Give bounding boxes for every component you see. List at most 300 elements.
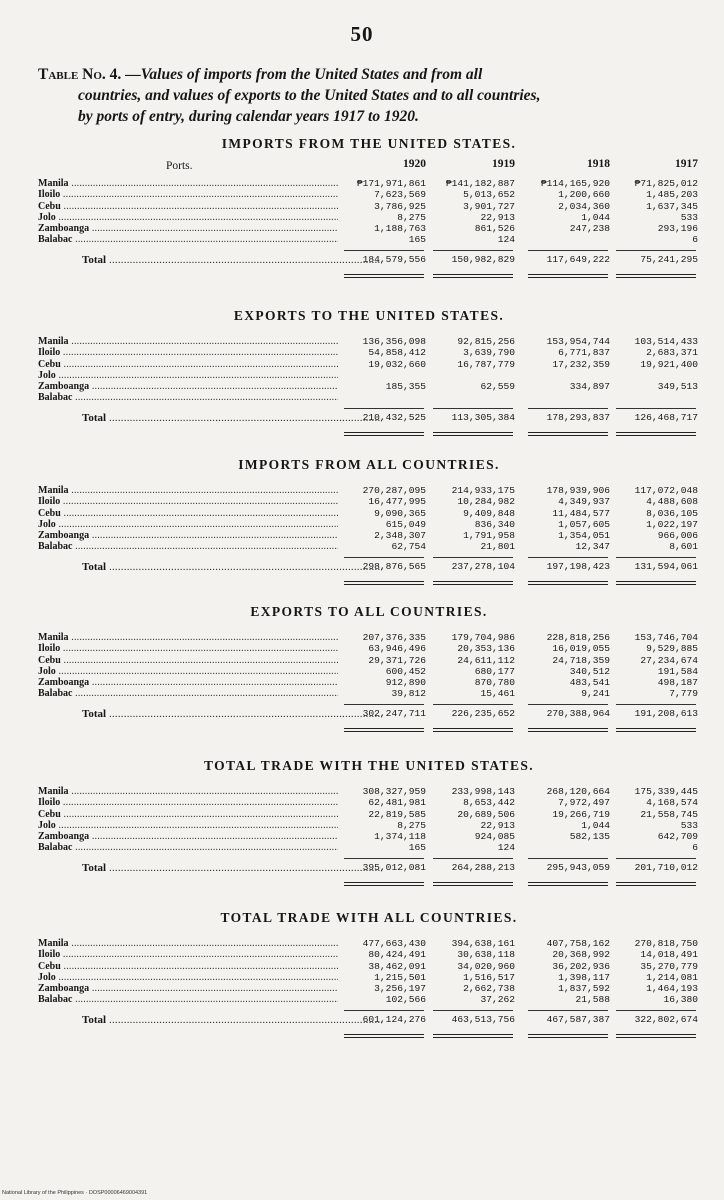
subtotal-rule bbox=[616, 858, 696, 859]
table-cell: 179,704,986 bbox=[451, 632, 515, 643]
table-cell: 615,049 bbox=[385, 518, 426, 530]
table-cell: 37,262 bbox=[480, 994, 515, 1006]
total-cell: 150,982,829 bbox=[451, 253, 515, 265]
total-row bbox=[38, 412, 700, 432]
table-cell: 20,689,506 bbox=[457, 808, 515, 820]
port-name: Jolo ..... bbox=[38, 820, 338, 831]
table-cell: 62,559 bbox=[480, 381, 515, 393]
table-cell: 62,481,981 bbox=[368, 797, 426, 809]
table-row bbox=[38, 392, 700, 403]
table-cell: ₱171,971,861 bbox=[356, 178, 426, 189]
table-row bbox=[38, 508, 700, 519]
table-cell: 1,837,592 bbox=[558, 983, 610, 995]
port-name: Cebu ..... bbox=[38, 961, 338, 972]
total-double-rule bbox=[344, 1034, 424, 1038]
section-title: EXPORTS TO THE UNITED STATES. bbox=[233, 308, 505, 323]
table-cell: 10,284,982 bbox=[457, 496, 515, 508]
port-name: Iloilo ..... bbox=[38, 949, 338, 960]
table-cell: 92,815,256 bbox=[457, 336, 515, 347]
subtotal-rule bbox=[528, 408, 608, 409]
total-label: Total ..... bbox=[38, 862, 382, 874]
table-cell: 15,461 bbox=[480, 688, 515, 700]
section-title: IMPORTS FROM THE UNITED STATES. bbox=[221, 136, 517, 151]
table-cell: 117,072,048 bbox=[634, 485, 698, 496]
table-cell: 54,858,412 bbox=[368, 347, 426, 359]
total-cell: 298,876,565 bbox=[362, 560, 426, 572]
table-row bbox=[38, 370, 700, 381]
table-row bbox=[38, 809, 700, 820]
footer-credit: National Library of the Philippines · DOSP00006469004391 bbox=[2, 1190, 148, 1196]
port-name: Jolo ..... bbox=[38, 370, 338, 381]
subtotal-rule bbox=[433, 858, 513, 859]
table-cell: 14,018,491 bbox=[640, 949, 698, 961]
table-cell: 642,709 bbox=[657, 831, 698, 843]
table-cell: ₱141,182,887 bbox=[445, 178, 515, 189]
subtotal-rule bbox=[344, 408, 424, 409]
port-name: Zamboanga ..... bbox=[38, 223, 338, 234]
table-cell: 34,020,960 bbox=[457, 960, 515, 972]
table-cell: 1,022,197 bbox=[646, 518, 698, 530]
total-cell: 302,247,711 bbox=[362, 707, 426, 719]
total-double-rule bbox=[344, 728, 424, 732]
table-cell: 153,954,744 bbox=[546, 336, 610, 347]
table-section bbox=[38, 910, 700, 1034]
port-name: Balabac ..... bbox=[38, 392, 338, 403]
table-cell: 29,371,726 bbox=[368, 654, 426, 666]
table-section bbox=[38, 604, 700, 728]
table-row bbox=[38, 212, 700, 223]
table-row bbox=[38, 677, 700, 688]
table-cell: 9,090,365 bbox=[374, 507, 426, 519]
total-double-rule bbox=[344, 581, 424, 585]
table-cell: 394,638,161 bbox=[451, 938, 515, 949]
total-cell: 264,288,213 bbox=[451, 861, 515, 873]
table-cell: 1,215,501 bbox=[374, 971, 426, 983]
table-row bbox=[38, 797, 700, 808]
page-number: 50 bbox=[350, 22, 374, 46]
table-cell: 8,275 bbox=[397, 211, 426, 223]
table-cell: 62,754 bbox=[391, 541, 426, 553]
total-double-rule bbox=[528, 581, 608, 585]
port-name: Cebu ..... bbox=[38, 655, 338, 666]
table-cell: 1,214,081 bbox=[646, 971, 698, 983]
table-cell: 861,526 bbox=[474, 223, 515, 235]
table-cell: 21,558,745 bbox=[640, 808, 698, 820]
total-double-rule bbox=[433, 432, 513, 436]
port-name: Balabac ..... bbox=[38, 842, 338, 853]
port-name: Manila ..... bbox=[38, 336, 338, 347]
table-cell: 1,485,203 bbox=[646, 189, 698, 201]
port-name: Manila ..... bbox=[38, 786, 338, 797]
total-double-rule bbox=[528, 432, 608, 436]
port-name: Iloilo ..... bbox=[38, 347, 338, 358]
total-cell: 201,710,012 bbox=[634, 861, 698, 873]
table-cell: 19,266,719 bbox=[552, 808, 610, 820]
table-cell: 24,718,359 bbox=[552, 654, 610, 666]
table-cell: 340,512 bbox=[569, 665, 610, 677]
total-cell: 467,587,387 bbox=[546, 1013, 610, 1025]
table-cell: 8,653,442 bbox=[463, 797, 515, 809]
total-row bbox=[38, 254, 700, 274]
table-row bbox=[38, 983, 700, 994]
port-name: Zamboanga ..... bbox=[38, 831, 338, 842]
table-cell: 2,683,371 bbox=[646, 347, 698, 359]
table-cell: 39,812 bbox=[391, 688, 426, 700]
table-cell: 124 bbox=[497, 234, 515, 246]
port-name: Cebu ..... bbox=[38, 359, 338, 370]
subtotal-rule bbox=[616, 557, 696, 558]
table-cell: 2,348,307 bbox=[374, 530, 426, 542]
table-cell: 1,188,763 bbox=[374, 223, 426, 235]
total-cell: 191,208,613 bbox=[634, 707, 698, 719]
table-caption bbox=[38, 64, 700, 127]
total-label: Total ..... bbox=[38, 412, 382, 424]
subtotal-rule bbox=[344, 1010, 424, 1011]
ports-column-header: Ports. bbox=[166, 160, 193, 172]
table-cell: 153,746,704 bbox=[634, 632, 698, 643]
table-cell: 924,085 bbox=[474, 831, 515, 843]
table-cell: 207,376,335 bbox=[362, 632, 426, 643]
port-name: Iloilo ..... bbox=[38, 643, 338, 654]
year-column-header: 1920 bbox=[403, 158, 426, 170]
table-section bbox=[38, 457, 700, 581]
table-cell: 9,409,848 bbox=[463, 507, 515, 519]
table-row bbox=[38, 938, 700, 949]
subtotal-rule bbox=[528, 858, 608, 859]
caption-line-1: —Values of imports from the United States and from all bbox=[125, 66, 483, 83]
total-cell: 197,198,423 bbox=[546, 560, 610, 572]
total-row bbox=[38, 862, 700, 882]
subtotal-rule bbox=[616, 408, 696, 409]
port-name: Balabac ..... bbox=[38, 994, 338, 1005]
table-cell: 912,890 bbox=[385, 677, 426, 689]
total-cell: 126,468,717 bbox=[634, 411, 698, 423]
table-row bbox=[38, 485, 700, 496]
total-cell: 178,293,837 bbox=[546, 411, 610, 423]
table-cell: 6,771,837 bbox=[558, 347, 610, 359]
table-cell: 22,913 bbox=[480, 819, 515, 831]
year-column-header: 1918 bbox=[587, 158, 610, 170]
table-cell: 27,234,674 bbox=[640, 654, 698, 666]
total-double-rule bbox=[528, 1034, 608, 1038]
table-cell: 103,514,433 bbox=[634, 336, 698, 347]
table-cell: 870,780 bbox=[474, 677, 515, 689]
total-label: Total ..... bbox=[38, 1014, 382, 1026]
table-cell: 8,036,105 bbox=[646, 507, 698, 519]
table-cell: 22,913 bbox=[480, 211, 515, 223]
port-name: Iloilo ..... bbox=[38, 797, 338, 808]
port-name: Zamboanga ..... bbox=[38, 677, 338, 688]
section-title: TOTAL TRADE WITH THE UNITED STATES. bbox=[203, 758, 535, 773]
table-cell: 19,921,400 bbox=[640, 358, 698, 370]
table-cell: 16,477,995 bbox=[368, 496, 426, 508]
port-name: Jolo ..... bbox=[38, 972, 338, 983]
subtotal-rule bbox=[344, 250, 424, 251]
table-cell: 165 bbox=[408, 842, 426, 854]
subtotal-rule bbox=[433, 408, 513, 409]
port-name: Jolo ..... bbox=[38, 519, 338, 530]
table-cell: 270,287,095 bbox=[362, 485, 426, 496]
table-cell: 268,120,664 bbox=[546, 786, 610, 797]
table-cell: 8,601 bbox=[669, 541, 698, 553]
port-name: Iloilo ..... bbox=[38, 496, 338, 507]
table-cell: 228,818,256 bbox=[546, 632, 610, 643]
port-name: Manila ..... bbox=[38, 938, 338, 949]
port-name: Manila ..... bbox=[38, 485, 338, 496]
port-name: Zamboanga ..... bbox=[38, 381, 338, 392]
total-double-rule bbox=[433, 274, 513, 278]
total-cell: 184,579,556 bbox=[362, 253, 426, 265]
table-cell: 293,196 bbox=[657, 223, 698, 235]
table-row bbox=[38, 336, 700, 347]
year-column-header: 1917 bbox=[675, 158, 698, 170]
table-cell: 1,637,345 bbox=[646, 200, 698, 212]
table-cell: 533 bbox=[680, 211, 698, 223]
port-name: Manila ..... bbox=[38, 632, 338, 643]
table-cell: 1,516,517 bbox=[463, 971, 515, 983]
table-cell: 4,488,608 bbox=[646, 496, 698, 508]
table-cell: 35,270,779 bbox=[640, 960, 698, 972]
total-double-rule bbox=[433, 728, 513, 732]
table-cell: 1,057,605 bbox=[558, 518, 610, 530]
subtotal-rule bbox=[616, 1010, 696, 1011]
table-cell: 38,462,091 bbox=[368, 960, 426, 972]
total-double-rule bbox=[528, 882, 608, 886]
table-cell: 9,529,885 bbox=[646, 643, 698, 655]
total-double-rule bbox=[616, 581, 696, 585]
table-cell: 7,623,569 bbox=[374, 189, 426, 201]
table-cell: 16,019,055 bbox=[552, 643, 610, 655]
table-cell: 124 bbox=[497, 842, 515, 854]
table-cell: 7,972,497 bbox=[558, 797, 610, 809]
table-cell: 836,340 bbox=[474, 518, 515, 530]
table-row bbox=[38, 347, 700, 358]
table-cell: 165 bbox=[408, 234, 426, 246]
table-cell: 102,566 bbox=[385, 994, 426, 1006]
subtotal-rule bbox=[433, 1010, 513, 1011]
total-cell: 210,432,525 bbox=[362, 411, 426, 423]
table-cell: 349,513 bbox=[657, 381, 698, 393]
total-cell: 117,649,222 bbox=[546, 253, 610, 265]
total-row bbox=[38, 708, 700, 728]
total-row bbox=[38, 561, 700, 581]
table-cell: 498,187 bbox=[657, 677, 698, 689]
table-cell: 5,013,652 bbox=[463, 189, 515, 201]
table-cell: 30,638,118 bbox=[457, 949, 515, 961]
total-row bbox=[38, 1014, 700, 1034]
total-double-rule bbox=[344, 432, 424, 436]
caption-lead: Table No. 4. bbox=[38, 66, 122, 83]
table-cell: 11,484,577 bbox=[552, 507, 610, 519]
table-row bbox=[38, 949, 700, 960]
table-cell: 3,256,197 bbox=[374, 983, 426, 995]
table-row bbox=[38, 541, 700, 552]
table-cell: 16,787,779 bbox=[457, 358, 515, 370]
table-cell: 407,758,162 bbox=[546, 938, 610, 949]
total-label: Total ..... bbox=[38, 708, 382, 720]
table-row bbox=[38, 223, 700, 234]
table-cell: 334,897 bbox=[569, 381, 610, 393]
table-row bbox=[38, 994, 700, 1005]
port-name: Zamboanga ..... bbox=[38, 983, 338, 994]
table-cell: 582,135 bbox=[569, 831, 610, 843]
column-headers bbox=[38, 158, 700, 178]
subtotal-rule bbox=[344, 557, 424, 558]
table-cell: 185,355 bbox=[385, 381, 426, 393]
subtotal-rule bbox=[528, 557, 608, 558]
table-cell: 1,464,193 bbox=[646, 983, 698, 995]
subtotal-rule bbox=[433, 704, 513, 705]
total-double-rule bbox=[616, 728, 696, 732]
subtotal-rule bbox=[528, 250, 608, 251]
subtotal-rule bbox=[433, 557, 513, 558]
table-cell: 247,238 bbox=[569, 223, 610, 235]
table-row bbox=[38, 381, 700, 392]
section-title: EXPORTS TO ALL COUNTRIES. bbox=[250, 604, 488, 619]
total-double-rule bbox=[433, 581, 513, 585]
table-cell: 175,339,445 bbox=[634, 786, 698, 797]
table-cell: 20,353,136 bbox=[457, 643, 515, 655]
total-double-rule bbox=[344, 274, 424, 278]
total-cell: 75,241,295 bbox=[640, 253, 698, 265]
total-cell: 463,513,756 bbox=[451, 1013, 515, 1025]
total-cell: 113,305,384 bbox=[451, 411, 515, 423]
table-cell: 1,398,117 bbox=[558, 971, 610, 983]
table-cell: 21,588 bbox=[575, 994, 610, 1006]
table-cell: 6 bbox=[692, 842, 698, 854]
table-row bbox=[38, 786, 700, 797]
table-row bbox=[38, 842, 700, 853]
table-cell: 483,541 bbox=[569, 677, 610, 689]
table-cell: 21,801 bbox=[480, 541, 515, 553]
table-cell: 136,356,098 bbox=[362, 336, 426, 347]
table-cell: 19,032,660 bbox=[368, 358, 426, 370]
table-cell: 270,818,750 bbox=[634, 938, 698, 949]
table-row bbox=[38, 655, 700, 666]
table-cell: 680,177 bbox=[474, 665, 515, 677]
table-cell: 3,901,727 bbox=[463, 200, 515, 212]
table-row bbox=[38, 820, 700, 831]
table-cell: 3,639,790 bbox=[463, 347, 515, 359]
table-cell: 4,168,574 bbox=[646, 797, 698, 809]
table-cell: 600,452 bbox=[385, 665, 426, 677]
total-double-rule bbox=[433, 1034, 513, 1038]
port-name: Manila ..... bbox=[38, 178, 338, 189]
table-row bbox=[38, 831, 700, 842]
port-name: Iloilo ..... bbox=[38, 189, 338, 200]
table-cell: 1,044 bbox=[581, 211, 610, 223]
table-cell: 2,034,360 bbox=[558, 200, 610, 212]
total-double-rule bbox=[616, 274, 696, 278]
total-double-rule bbox=[616, 432, 696, 436]
table-cell: 1,791,958 bbox=[463, 530, 515, 542]
table-cell: 533 bbox=[680, 819, 698, 831]
port-name: Balabac ..... bbox=[38, 541, 338, 552]
year-column-header: 1919 bbox=[492, 158, 515, 170]
table-cell: 214,933,175 bbox=[451, 485, 515, 496]
table-section bbox=[38, 758, 700, 882]
table-cell: 20,368,992 bbox=[552, 949, 610, 961]
total-cell: 295,943,059 bbox=[546, 861, 610, 873]
table-row bbox=[38, 519, 700, 530]
port-name: Zamboanga ..... bbox=[38, 530, 338, 541]
table-cell: 22,819,585 bbox=[368, 808, 426, 820]
table-cell: 9,241 bbox=[581, 688, 610, 700]
total-cell: 395,012,081 bbox=[362, 861, 426, 873]
total-cell: 237,278,104 bbox=[451, 560, 515, 572]
total-double-rule bbox=[433, 882, 513, 886]
table-cell: 178,939,906 bbox=[546, 485, 610, 496]
table-row bbox=[38, 632, 700, 643]
table-row bbox=[38, 178, 700, 189]
table-cell: 1,354,051 bbox=[558, 530, 610, 542]
total-double-rule bbox=[616, 882, 696, 886]
table-cell: 17,232,359 bbox=[552, 358, 610, 370]
table-section bbox=[38, 136, 700, 274]
total-double-rule bbox=[616, 1034, 696, 1038]
table-cell: 7,779 bbox=[669, 688, 698, 700]
table-row bbox=[38, 666, 700, 677]
section-title: IMPORTS FROM ALL COUNTRIES. bbox=[238, 457, 500, 472]
table-section bbox=[38, 308, 700, 432]
table-cell: 63,946,496 bbox=[368, 643, 426, 655]
total-double-rule bbox=[528, 728, 608, 732]
port-name: Cebu ..... bbox=[38, 508, 338, 519]
table-row bbox=[38, 530, 700, 541]
subtotal-rule bbox=[528, 704, 608, 705]
table-cell: 80,424,491 bbox=[368, 949, 426, 961]
total-label: Total ..... bbox=[38, 561, 382, 573]
total-label: Total ..... bbox=[38, 254, 382, 266]
table-cell: 12,347 bbox=[575, 541, 610, 553]
subtotal-rule bbox=[344, 858, 424, 859]
total-cell: 270,388,964 bbox=[546, 707, 610, 719]
port-name: Cebu ..... bbox=[38, 201, 338, 212]
caption-line-3: by ports of entry, during calendar years 1917 to 1920. bbox=[78, 108, 419, 125]
total-cell: 226,235,652 bbox=[451, 707, 515, 719]
table-cell: 24,611,112 bbox=[457, 654, 515, 666]
table-cell: 1,374,118 bbox=[374, 831, 426, 843]
table-row bbox=[38, 189, 700, 200]
table-row bbox=[38, 972, 700, 983]
section-title: TOTAL TRADE WITH ALL COUNTRIES. bbox=[220, 910, 518, 925]
table-cell: 1,200,660 bbox=[558, 189, 610, 201]
table-cell: 8,275 bbox=[397, 819, 426, 831]
subtotal-rule bbox=[528, 1010, 608, 1011]
table-cell: 233,998,143 bbox=[451, 786, 515, 797]
table-cell: 2,662,738 bbox=[463, 983, 515, 995]
total-double-rule bbox=[528, 274, 608, 278]
table-cell: 6 bbox=[692, 234, 698, 246]
subtotal-rule bbox=[344, 704, 424, 705]
table-cell: 4,349,937 bbox=[558, 496, 610, 508]
table-row bbox=[38, 496, 700, 507]
port-name: Jolo ..... bbox=[38, 666, 338, 677]
table-cell: 3,786,925 bbox=[374, 200, 426, 212]
total-cell: 601,124,276 bbox=[362, 1013, 426, 1025]
table-row bbox=[38, 234, 700, 245]
port-name: Balabac ..... bbox=[38, 688, 338, 699]
table-cell: 36,202,936 bbox=[552, 960, 610, 972]
table-cell: 16,380 bbox=[663, 994, 698, 1006]
subtotal-rule bbox=[433, 250, 513, 251]
table-cell: ₱71,825,012 bbox=[634, 178, 698, 189]
table-row bbox=[38, 643, 700, 654]
total-double-rule bbox=[344, 882, 424, 886]
table-row bbox=[38, 201, 700, 212]
table-cell: ₱114,165,920 bbox=[540, 178, 610, 189]
total-cell: 322,802,674 bbox=[634, 1013, 698, 1025]
